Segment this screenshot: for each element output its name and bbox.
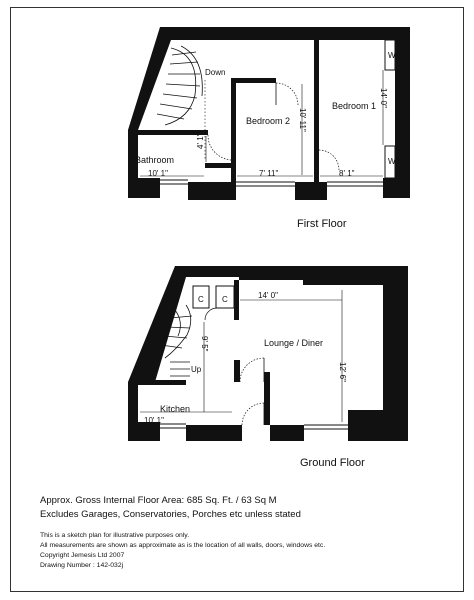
first-floor-bed1-door xyxy=(319,150,339,170)
ground-floor-left-bottom xyxy=(128,382,138,422)
first-floor-landing-wall xyxy=(205,163,231,168)
down-label: Down xyxy=(205,68,226,77)
first-floor-bottom-wall-1 xyxy=(128,178,160,198)
cupboard-2-label: C xyxy=(222,295,228,304)
first-floor-bottom-wall-2 xyxy=(188,182,236,200)
first-floor-title: First Floor xyxy=(297,218,347,230)
first-floor-bed2-top-wall xyxy=(231,78,276,83)
ground-floor-kitchen-top-wall xyxy=(138,380,186,385)
bed1-height-dim: 14' 0" xyxy=(379,88,388,108)
ground-floor-lounge-wall xyxy=(264,372,270,425)
ground-floor-cupboard-wall xyxy=(234,280,239,320)
first-floor-left-wall xyxy=(128,130,138,178)
bath-width-dim: 10' 1" xyxy=(148,169,168,178)
ground-floor-bottom-wall-3 xyxy=(270,425,304,441)
ground-floor-divider-wall xyxy=(234,360,240,382)
cupboard-1-label: C xyxy=(198,295,204,304)
up-label: Up xyxy=(191,365,202,374)
bath-height-dim: 4' 1" xyxy=(196,133,205,149)
kitchen-label: Kitchen xyxy=(160,404,191,414)
ground-floor-title: Ground Floor xyxy=(300,457,365,469)
first-floor-bed2-left-wall xyxy=(231,78,236,182)
wr-top-label: W/R xyxy=(388,51,404,60)
bathroom-label: Bathroom xyxy=(135,155,175,165)
bedroom1-label: Bedroom 1 xyxy=(332,101,377,111)
bed2-height-dim: 10' 11" xyxy=(298,108,307,132)
kitchen-width-dim: 10' 1" xyxy=(144,416,164,425)
bedroom2-label: Bedroom 2 xyxy=(246,116,291,126)
first-floor-bed1-left-wall xyxy=(314,40,319,182)
ground-floor-front-door xyxy=(242,403,264,425)
note-line-4: Drawing Number : 142-032j xyxy=(40,562,124,569)
first-floor-bed2-door xyxy=(276,83,298,105)
bed1-width-dim: 8' 1" xyxy=(339,169,355,178)
first-floor-bottom-wall-3 xyxy=(295,182,327,200)
lounge-label: Lounge / Diner xyxy=(264,338,324,348)
wr-bottom-label: W/R xyxy=(388,157,404,166)
lounge-height-dim: 12' 6" xyxy=(338,362,347,382)
note-line-3: Copyright Jemesis Ltd 2007 xyxy=(40,552,125,559)
area-line-2: Excludes Garages, Conservatories, Porches etc unless stated xyxy=(40,509,301,520)
ground-floor-plan xyxy=(128,266,408,441)
note-line-1: This is a sketch plan for illustrative purposes only. xyxy=(40,532,190,539)
kitchen-height-dim: 9' 5" xyxy=(200,336,209,352)
lounge-width-dim: 14' 0" xyxy=(258,291,278,300)
first-floor-bath-door xyxy=(208,135,231,160)
ground-floor-bottom-wall-2 xyxy=(186,425,242,441)
first-floor-plan xyxy=(128,27,410,200)
ground-floor-bottom-wall-4 xyxy=(348,410,408,441)
area-line-1: Approx. Gross Internal Floor Area: 685 Sq. Ft. / 63 Sq M xyxy=(40,495,277,506)
ground-floor-lounge-door xyxy=(240,358,264,382)
ground-floor-cupboard-door xyxy=(205,308,217,320)
note-line-2: All measurements are shown as approximate as is the location of all walls, doors, windows etc. xyxy=(40,542,326,549)
bed2-width-dim: 7' 11" xyxy=(259,169,279,178)
first-floor-bottom-wall-4 xyxy=(383,178,410,198)
